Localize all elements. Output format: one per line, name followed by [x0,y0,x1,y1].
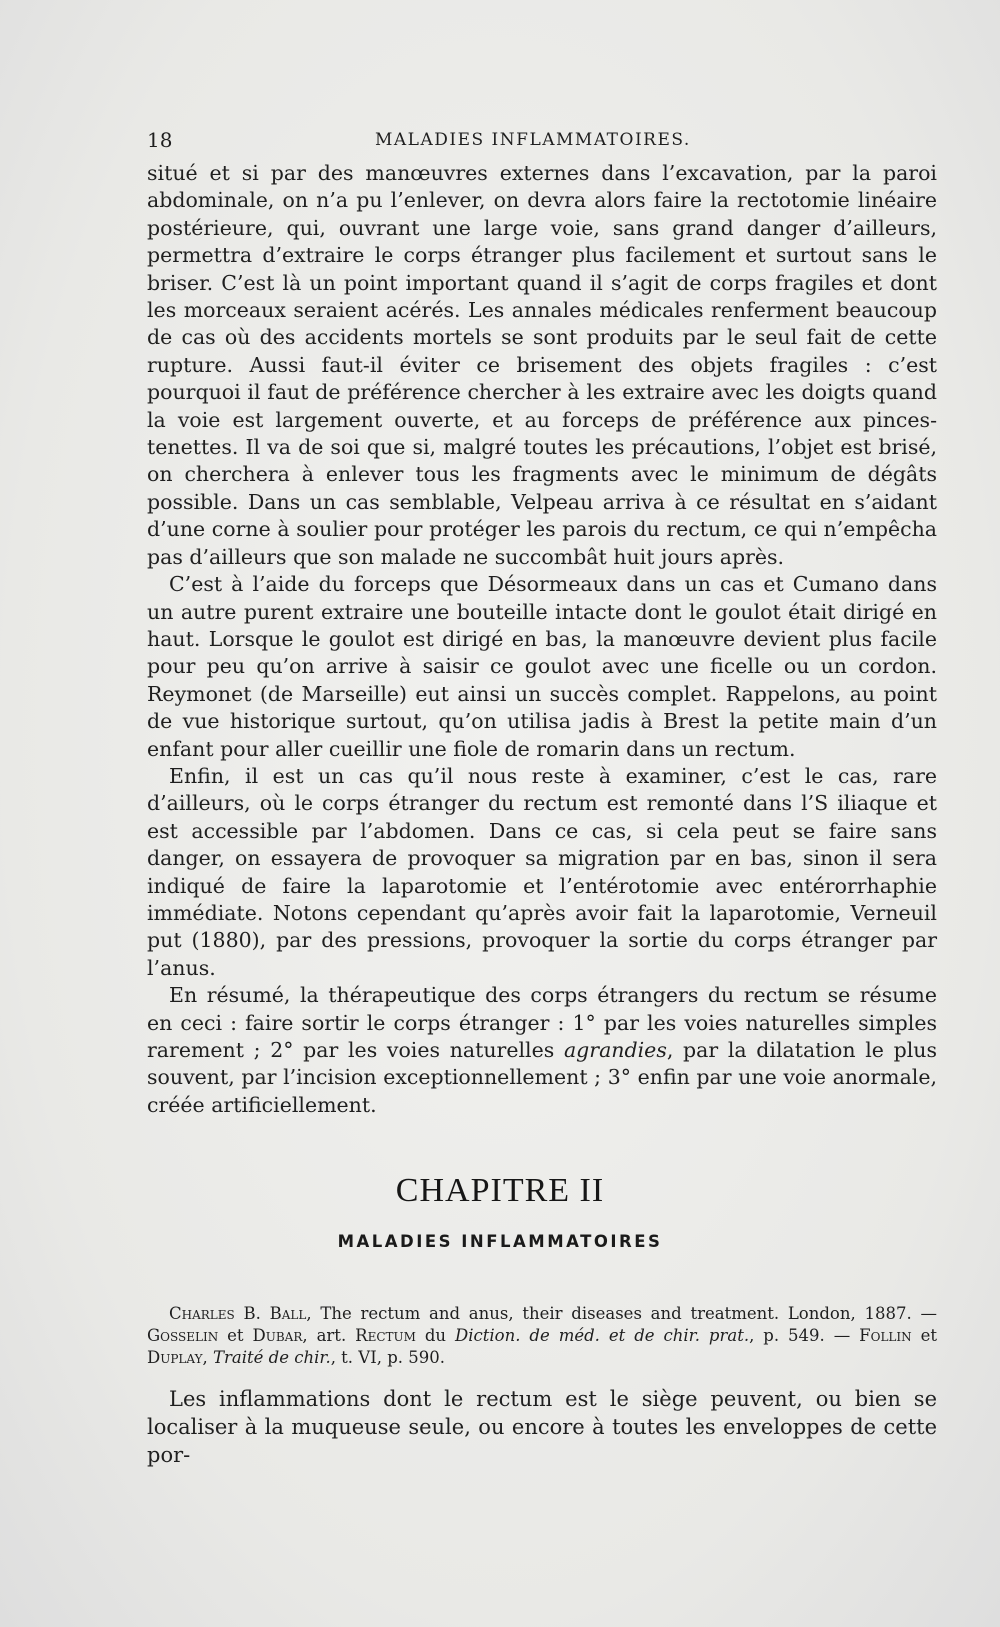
bib-work-traite: Traité de chir. [213,1348,331,1367]
paragraph-summary [147,982,937,1119]
summary-text-end: , par la dilatation le plus souvent, par l’incision exceptionnellement ; 3° enfin par une voie anormale, créée artificiellement. [147,1038,937,1117]
chapter-title: CHAPITRE II [395,1172,605,1209]
running-head: MALADIES INFLAMMATOIRES. [375,130,691,150]
bib-text: , p. 549. — [749,1326,860,1345]
page-header [147,128,937,158]
paragraph-forceps: C’est à l’aide du forceps que Désormeaux dans un cas et Cumano dans un autre purent extraire une bouteille intacte dont le goulot était dirigé en haut. Lorsque le goulot est dirigé en bas, la manœuvre devient plus facile pour peu qu’on arrive à saisir ce goulot avec une ficelle ou un cordon. Reymonet (de Marseille) eut ainsi un succès complet. Rappelons, au point de vue historique surtout, qu’on utilisa jadis à Brest la petite main d’un enfant pour aller cueillir une fiole de romarin dans un rectum. [147,572,937,761]
chapter-opening [147,1385,937,1469]
bib-work-dictionnaire: Diction. de méd. et de chir. prat. [455,1326,750,1345]
paragraph-iliac: Enfin, il est un cas qu’il nous reste à examiner, c’est le cas, rare d’ailleurs, où le corps étranger du rectum est remonté dans l’S iliaque et est accessible par l’abdomen. Dans ce cas, si cela peut se faire sans danger, on essayera de provoquer sa migration par en bas, sinon il sera indiqué de faire la laparotomie et l’entérotomie avec entérorrhaphie immédiate. Notons cependant qu’après avoir fait la laparotomie, Verneuil put (1880), par des pressions, provoquer la sortie du corps étranger par l’anus. [147,763,937,980]
page-number: 18 [147,128,173,152]
bib-text: et [218,1326,253,1345]
bib-author-duplay: Duplay [147,1348,203,1367]
bib-text: et [911,1326,937,1345]
bib-text: , The rectum and anus, their diseases and treatment. London, 1887. — [306,1304,937,1323]
bib-author-follin: Follin [859,1326,912,1345]
summary-italic-word: agrandies [563,1038,667,1062]
bib-text: , t. VI, p. 590. [330,1348,446,1367]
chapter-subtitle: MALADIES INFLAMMATOIRES [337,1232,663,1251]
summary-text-start: En résumé, la thérapeutique des corps étrangers du rectum se résume en ceci : faire sortir le corps étranger : 1° par les voies naturelles simples rarement ; 2° par les voies naturelles [147,983,937,1062]
paragraph-continued: situé et si par des manœuvres externes dans l’excavation, par la paroi abdominale, on n’a pu l’enlever, on devra alors faire la rectotomie linéaire postérieure, qui, ouvrant une large voie, sans grand danger d’ailleurs, permettra d’extraire le corps étranger plus facilement et surtout sans le briser. C’est là un point important quand il s’agit de corps fragiles et dont les morceaux seraient acérés. Les annales médicales renferment beaucoup de cas où des accidents mortels se sont produits par le seul fait de cette rupture. Aussi faut-il éviter ce brisement des objets fragiles : c’est pourquoi il faut de préférence chercher à les extraire avec les doigts quand la voie est largement ouverte, et au forceps de préférence aux pinces-tenettes. Il va de soi que si, malgré toutes les précautions, l’objet est brisé, on cherchera à enlever tous les fragments avec le minimum de dégâts possible. Dans un cas semblable, Velpeau arriva à ce résultat en s’aidant d’une corne à soulier pour protéger les parois du rectum, ce qui n’empêcha pas d’ailleurs que son malade ne succombât huit jours après. [147,161,937,569]
bib-article: Rectum [355,1326,416,1345]
bib-author-gosselin: Gosselin [147,1326,219,1345]
bib-text: , [202,1348,213,1367]
bib-text: du [415,1326,456,1345]
bibliography [147,1303,937,1369]
main-text [147,160,937,1119]
bib-author-dubar: Dubar [252,1326,303,1345]
paragraph-inflammations: Les inflammations dont le rectum est le siège peuvent, ou bien se localiser à la muqueuse seule, ou encore à toutes les enveloppes de cette por- [147,1387,937,1467]
bib-author-ball: Charles B. Ball [169,1304,307,1323]
bib-text: , art. [302,1326,356,1345]
